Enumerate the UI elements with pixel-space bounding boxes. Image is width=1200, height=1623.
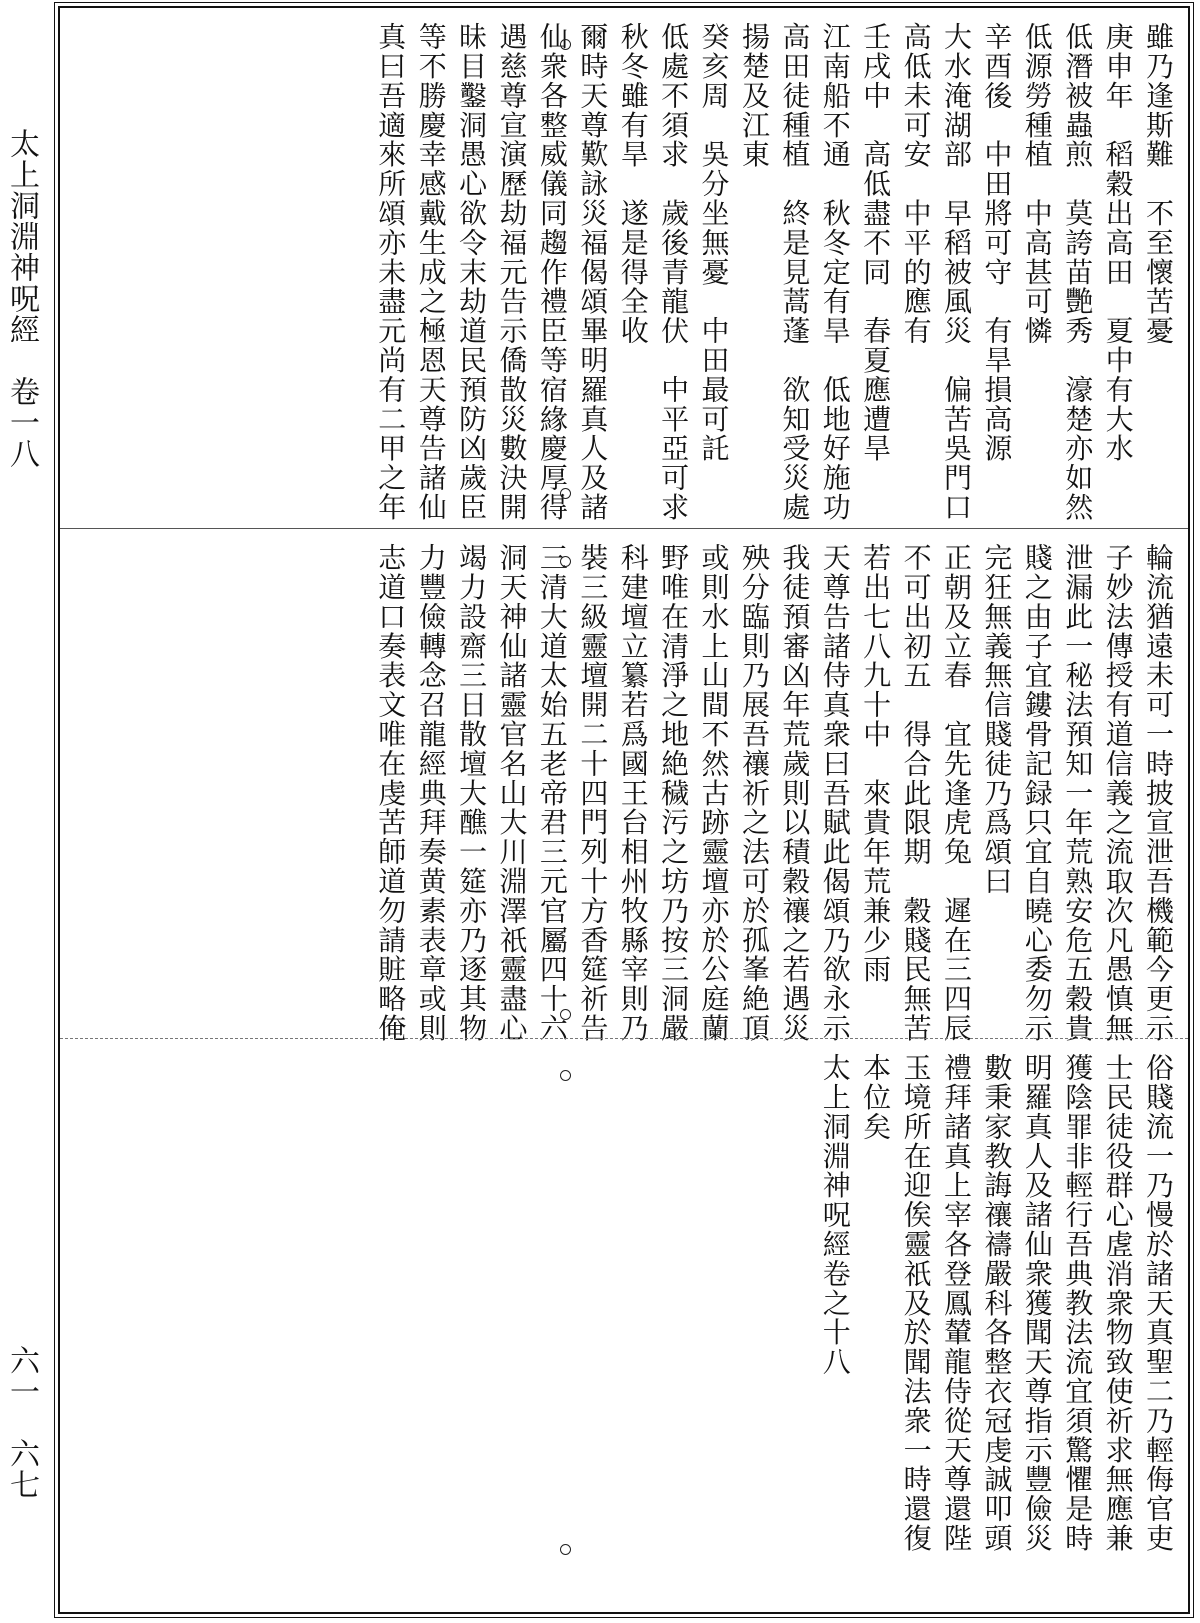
text-line: 天尊告諸侍真衆曰吾賦此偈頌乃欲永示 [818,543,852,1043]
text-line: 庚申年 稻穀出高田 夏中有大水 [1101,22,1135,463]
punctuation-circle [560,1070,571,1081]
text-line: 裝三級靈壇開二十四門列十方香筵祈告 [576,543,610,1043]
margin-title: 太上洞淵神呪經 卷一八 [4,128,39,469]
punctuation-circle [560,1009,571,1020]
text-columns [814,1053,1178,1600]
text-columns [370,543,1178,1043]
text-line: 大水淹湖部 早稻被風災 偏苦吳門口 [939,22,973,522]
punctuation-circle [560,1544,571,1555]
text-line: 雖乃逢斯難 不至懷苦憂 [1142,22,1175,346]
text-line: 三清大道太始五老帝君三元官屬四十六 [535,543,569,1043]
text-line: 賤之由子宜鏤骨記録只宜自曉心委勿示 [1020,543,1054,1043]
text-line: 正朝及立春 宜先逢虎兔 遲在三四辰 [939,543,973,1043]
text-line: 輪流猶遠未可一時披宣泄吾機範今更示 [1142,543,1175,1043]
text-line: 志道口奏表文唯在虔苦師道勿請賍略俺 [374,543,408,1043]
text-line: 泄漏此一秘法預知一年荒熟安危五穀貴 [1061,543,1095,1043]
text-line: 太上洞淵神呪經卷之十八 [818,1053,852,1377]
punctuation-circle [560,39,571,50]
margin-page-number: 六一 六七 [4,1345,39,1500]
text-line: 不可出初五 得合此限期 穀賤民無苦 [899,543,933,1043]
text-line: 若出七八九十中 來貴年荒兼少雨 [859,543,893,984]
text-line: 等不勝慶幸感戴生成之極恩天尊告諸仙 [414,22,448,522]
text-line: 竭力設齋三日散壇大醮一筵亦乃逐其物 [455,543,489,1043]
text-line: 秋冬雖有旱 遂是得全收 [616,22,650,346]
text-line: 真曰吾適來所頌亦未盡元尚有二甲之年 [374,22,408,522]
text-line: 本位矣 [859,1053,893,1142]
page-frame [58,6,1190,1614]
text-line: 我徒預審凶年荒歲則以積穀禳之若遇災 [778,543,812,1043]
panel-lower [60,1038,1188,1612]
punctuation-circle [560,488,571,499]
text-line: 子妙法傳授有道信義之流取次凡愚慎無 [1101,543,1135,1043]
text-line: 高低未可安 中平的應有 [899,22,933,346]
text-line: 低源勞種植 中高甚可憐 [1020,22,1054,346]
panel-upper [60,8,1188,528]
text-line: 江南船不通 秋冬定有旱 低地好施功 [818,22,852,522]
text-line: 科建壇立纂若爲國王台相州牧縣宰則乃 [616,543,650,1043]
text-line: 或則水上山間不然古跡靈壇亦於公庭蘭 [697,543,731,1043]
text-line: 辛酉後 中田將可守 有旱損高源 [980,22,1014,463]
text-line: 野唯在清淨之地絶穢污之坊乃按三洞嚴 [657,543,691,1043]
text-line: 仙衆各整威儀同趨作禮臣等宿緣慶厚得 [535,22,569,522]
text-line: 洞天神仙諸靈官名山大川淵澤祇靈盡心 [495,543,529,1043]
text-line: 低潛被蟲煎 莫誇苗艷秀 濠楚亦如然 [1061,22,1095,522]
text-line: 獲陰罪非輕行吾典教法流宜須驚懼是時 [1061,1053,1095,1553]
text-columns [370,22,1178,522]
text-line: 遇慈尊宣演歷劫福元告示僑㪚災數決開 [495,22,529,522]
text-line: 士民徒役群心虗消衆物致使祈求無應兼 [1101,1053,1135,1553]
text-line: 壬戌中 高低盡不同 春夏應遭旱 [859,22,893,463]
text-line: 玉境所在迎俟靈祇及於聞法衆一時還復 [899,1053,933,1553]
text-line: 俗賤流一乃慢於諸天真聖二乃輕侮官吏 [1142,1053,1175,1553]
text-line: 揚楚及江東 [737,22,771,169]
text-line: 禮拜諸真上宰各登鳳輦龍侍從天尊還陛 [939,1053,973,1553]
text-line: 力豐儉轉念召龍經典拜奏黄素表章或則 [414,543,448,1043]
text-line: 爾時天尊歎詠災福偈頌畢明羅真人及諸 [576,22,610,522]
text-line: 殃分臨則乃展吾禳祈之法可於孤峯絶頂 [737,543,771,1043]
text-line: 昧目鑿洞愚心欲令末劫道民預防凶歲臣 [455,22,489,522]
punctuation-circle [560,556,571,567]
text-line: 數秉家教誨禳禱嚴科各整衣冠虔誠叩頭 [980,1053,1014,1553]
panel-middle [60,528,1188,1043]
text-line: 癸亥周 吳分坐無憂 中田最可託 [697,22,731,463]
text-line: 完狂無義無信賤徒乃爲頌曰 [980,543,1014,896]
text-line: 明羅真人及諸仙衆獲聞天尊指示豐儉災 [1020,1053,1054,1553]
text-line: 低處不須求 歲後青龍伏 中平亞可求 [657,22,691,522]
text-line: 高田徒種植 終是見蒿蓬 欲知受災處 [778,22,812,522]
